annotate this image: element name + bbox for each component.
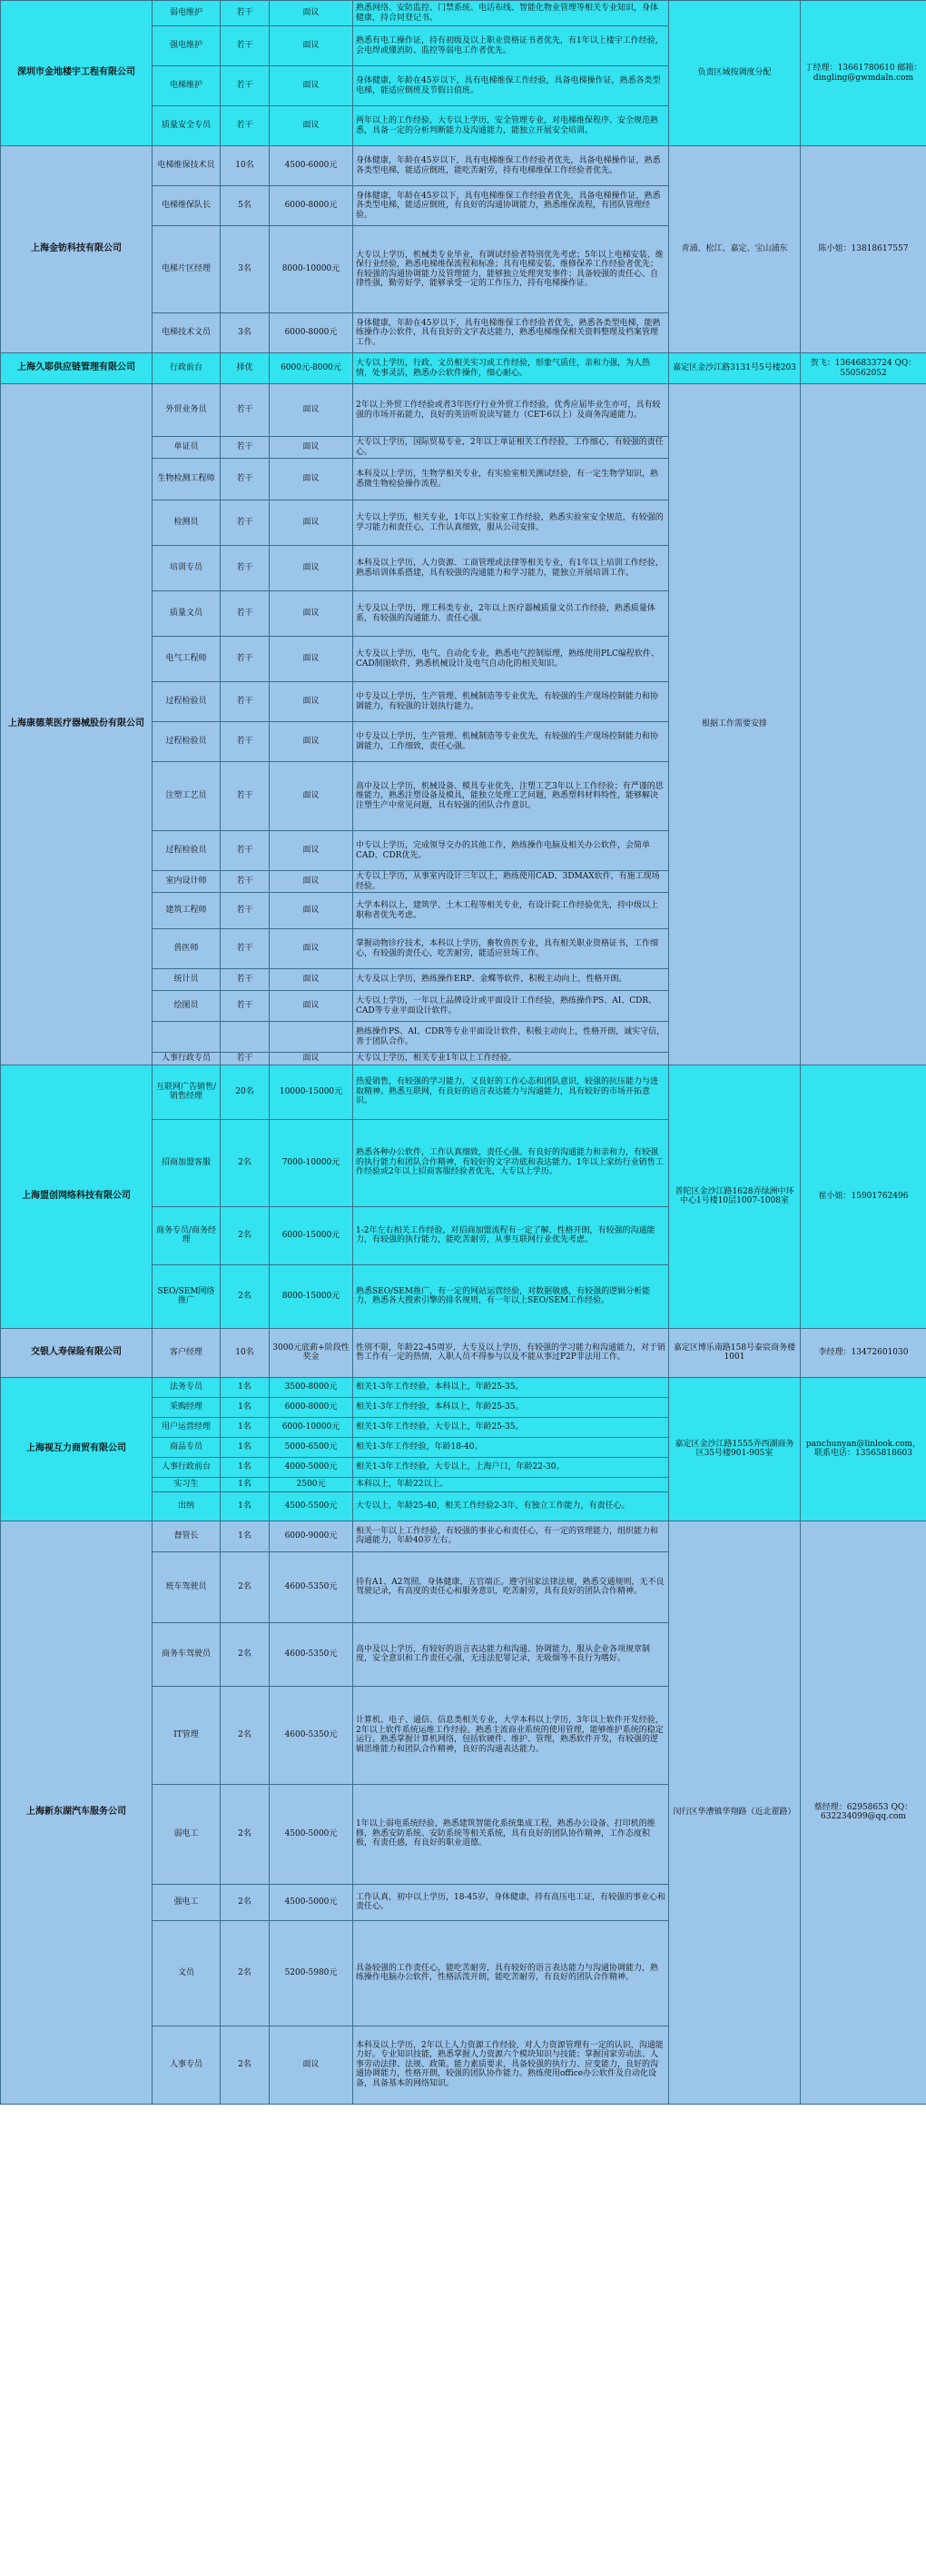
job-salary: 10000-15000元 (270, 1065, 353, 1119)
job-title: 检测员 (153, 500, 221, 546)
job-requirements: 熟悉SEO/SEM推广，有一定的网站运营经验，对数据敏感，有较强的逻辑分析能力，熟悉各大搜索引擎的排名规则，有一年以上SEO/SEM工作经验。 (353, 1264, 669, 1328)
job-requirements: 掌握动物诊疗技术，本科以上学历，畜牧兽医专业，具有相关职业资格证书，工作细心，有较强的责任心，吃苦耐劳，能适应驻场工作。 (353, 929, 669, 969)
job-title: 商务专员/商务经理 (153, 1206, 221, 1264)
job-requirements: 具备较强的工作责任心，能吃苦耐劳，具有较好的语言表达能力与沟通协调能力，熟练操作电脑办公软件，性格活泼开朗，能吃苦耐劳，有良好的团队合作精神。 (353, 1920, 669, 2026)
job-count: 1名 (221, 1491, 270, 1521)
job-title: SEO/SEM网络推广 (153, 1264, 221, 1328)
contact-info: 蔡经理：62958653 QQ：632234099@qq.com (801, 1521, 926, 2104)
job-title: 质量文员 (153, 591, 221, 637)
job-title: 行政前台 (153, 353, 221, 384)
job-count: 2名 (221, 1622, 270, 1686)
job-title: 电梯维护 (153, 66, 221, 106)
job-requirements: 性别不限，年龄22-45周岁，大专及以上学历，有较强的学习能力和沟通能力，对于销售工作有一定的热情，入职人员不得参与以及不能从事过P2P非法用工作。 (353, 1328, 669, 1377)
job-requirements: 中专以上学历，完成领导交办的其他工作，熟练操作电脑及相关办公软件，会简单CAD、CDR优先。 (353, 831, 669, 871)
job-salary: 面议 (270, 546, 353, 591)
job-salary: 6000-8000元 (270, 186, 353, 226)
job-requirements: 本科及以上学历，2年以上人力资源工作经验，对人力资源管理有一定的认识，沟通能力好。专业知识技能，熟悉掌握人力资源六个模块知识与技能；掌握国家劳动法、人事劳动法律、法规、政策。能力素质要求，具备较强的执行力、应变能力，良好的沟通协调能力，性格开朗，较强的团队协作能力。熟练使用office办公软件及自动化设备，具备基本的网络知识。 (353, 2026, 669, 2104)
job-requirements: 热爱销售，有较强的学习能力，又良好的工作心态和团队意识，较强的抗压能力与进取精神。熟悉互联网，有良好的语言表达能力与沟通能力，具有较好的市场开拓意识。 (353, 1065, 669, 1119)
job-row (1, 1328, 926, 1377)
job-title: 人事行政专员 (153, 1053, 221, 1065)
contact-info (801, 384, 926, 1065)
job-title: 兽医师 (153, 929, 221, 969)
job-requirements: 相关1-3年工作经验，本科以上，年龄25-35。 (353, 1377, 669, 1397)
job-salary: 面议 (270, 831, 353, 871)
job-requirements: 熟悉网络、安防监控、门禁系统、电话布线、智能化物业管理等相关专业知识，身体健康，持合同登记书。 (353, 1, 669, 26)
job-title: 电梯片区经理 (153, 226, 221, 313)
job-title: 生物检测工程师 (153, 459, 221, 500)
job-salary: 5000-6500元 (270, 1437, 353, 1457)
job-count: 若干 (221, 893, 270, 929)
job-title: 过程检验员 (153, 682, 221, 722)
job-requirements: 熟练操作PS、AI、CDR等专业平面设计软件，积极主动向上，性格开朗，诚实守信，善于团队合作。 (353, 1022, 669, 1053)
job-salary: 面议 (270, 106, 353, 146)
job-requirements: 大专以上学历，相关专业，1年以上实验室工作经验，熟悉实验室安全规范，有较强的学习能力和责任心，工作认真细致，服从公司安排。 (353, 500, 669, 546)
contact-info: panchunyan@linlook.com，联系电话：13565818603 (801, 1377, 926, 1521)
job-salary: 面议 (270, 66, 353, 106)
job-title: 过程检验员 (153, 722, 221, 762)
job-title: 建筑工程师 (153, 893, 221, 929)
job-salary: 6000-15000元 (270, 1206, 353, 1264)
contact-info: 李经理：13472601030 (801, 1328, 926, 1377)
job-requirements: 身体健康，年龄在45岁以下，具有电梯维保工作经验者优先，具备电梯操作证，熟悉各类型电梯，能适应倒班，能吃苦耐劳，持有电梯维保工作经验者优先。 (353, 146, 669, 186)
job-count: 1名 (221, 1457, 270, 1477)
job-title: 用户运营经理 (153, 1417, 221, 1437)
job-title: 电梯技术文员 (153, 313, 221, 353)
job-title (153, 1022, 221, 1053)
job-requirements: 大专以上学历，一年以上品牌设计或平面设计工作经验，熟练操作PS、AI、CDR、CAD等专业平面设计软件。 (353, 991, 669, 1022)
job-requirements: 相关一年以上工作经验，有较强的事业心和责任心，有一定的管理能力，组织能力和沟通能力，年龄40岁左右。 (353, 1521, 669, 1551)
job-requirements: 本科及以上学历，人力资源、工商管理或法律等相关专业，有1年以上培训工作经验，熟悉培训体系搭建，具有较强的沟通能力和学习能力，能独立开展培训工作。 (353, 546, 669, 591)
job-count: 2名 (221, 1784, 270, 1884)
job-count: 1名 (221, 1417, 270, 1437)
job-requirements: 持有A1、A2驾照，身体健康，五官端正。遵守国家法律法规，熟悉交通规则，无不良驾驶记录，有高度的责任心和服务意识，吃苦耐劳，具有良好的团队合作精神。 (353, 1551, 669, 1622)
job-title: IT管理 (153, 1686, 221, 1784)
job-salary: 面议 (270, 871, 353, 893)
job-title: 室内设计师 (153, 871, 221, 893)
job-salary: 5200-5980元 (270, 1920, 353, 2026)
job-salary: 6000-8000元 (270, 1397, 353, 1417)
job-row (1, 353, 926, 384)
job-salary: 6000-9000元 (270, 1521, 353, 1551)
job-count: 若干 (221, 66, 270, 106)
job-salary: 4500-5500元 (270, 1491, 353, 1521)
job-count: 5名 (221, 186, 270, 226)
job-count: 若干 (221, 722, 270, 762)
job-salary: 3500-8000元 (270, 1377, 353, 1397)
job-requirements: 两年以上的工作经验，大专以上学历，安全管理专业，对电梯维保程序、安全规范熟悉，具备一定的分析判断能力及沟通能力，能独立开展安全培训。 (353, 106, 669, 146)
job-salary: 面议 (270, 762, 353, 831)
job-title: 强电工 (153, 1884, 221, 1920)
job-title: 弱电工 (153, 1784, 221, 1884)
job-requirements: 大专以上，年龄25-40，相关工作经验2-3年，有独立工作能力，有责任心。 (353, 1491, 669, 1521)
contact-info: 崔小姐：15901762496 (801, 1065, 926, 1328)
job-row (1, 384, 926, 437)
job-salary: 面议 (270, 722, 353, 762)
job-count: 1名 (221, 1477, 270, 1491)
contact-info: 陈小姐：13818617557 (801, 146, 926, 353)
job-salary: 面议 (270, 637, 353, 682)
job-requirements: 相关1-3年工作经验，大专以上，年龄25-35。 (353, 1417, 669, 1437)
job-count: 若干 (221, 831, 270, 871)
work-location: 负责区域按调度分配 (669, 1, 801, 146)
job-count: 2名 (221, 1884, 270, 1920)
job-count: 3名 (221, 226, 270, 313)
job-salary: 8000-15000元 (270, 1264, 353, 1328)
job-count: 若干 (221, 26, 270, 66)
job-count: 10名 (221, 1328, 270, 1377)
job-title: 电梯维保技术员 (153, 146, 221, 186)
job-requirements: 身体健康，年龄在45岁以下，具有电梯维保工作经验者优先，具备电梯操作证，熟悉各类型电梯，能适应倒班，有良好的沟通协调能力，熟悉维保流程，有团队管理经验。 (353, 186, 669, 226)
job-salary: 面议 (270, 991, 353, 1022)
job-salary: 4600-5350元 (270, 1622, 353, 1686)
job-count: 若干 (221, 871, 270, 893)
company-name: 上海视互力商贸有限公司 (1, 1377, 153, 1521)
job-title: 电气工程师 (153, 637, 221, 682)
job-title: 培训专员 (153, 546, 221, 591)
job-requirements: 大专以上学历，相关专业1年以上工作经验。 (353, 1053, 669, 1065)
work-location: 嘉定区金沙江路1555弄西湖商务区35号楼901-905室 (669, 1377, 801, 1521)
job-count: 2名 (221, 1551, 270, 1622)
job-title: 注塑工艺员 (153, 762, 221, 831)
contact-info: 贺飞：13646833724 QQ：550562052 (801, 353, 926, 384)
company-name: 上海盟创网络科技有限公司 (1, 1065, 153, 1328)
job-row (1, 146, 926, 186)
job-salary: 4600-5350元 (270, 1551, 353, 1622)
job-count: 若干 (221, 682, 270, 722)
job-salary: 8000-10000元 (270, 226, 353, 313)
job-count: 2名 (221, 1920, 270, 2026)
job-title: 电梯维保队长 (153, 186, 221, 226)
job-requirements: 中专及以上学历，生产管理、机械制造等专业优先，有较强的生产现场控制能力和协调能力，工作细致，责任心强。 (353, 722, 669, 762)
work-location: 嘉定区博乐南路158号泰宸商务楼1001 (669, 1328, 801, 1377)
company-name: 上海金钫科技有限公司 (1, 146, 153, 353)
job-row (1, 1521, 926, 1551)
job-salary: 面议 (270, 500, 353, 546)
job-count: 若干 (221, 1053, 270, 1065)
job-count: 2名 (221, 2026, 270, 2104)
job-requirements: 相关1-3年工作经验，大专以上，上海户口，年龄22-30。 (353, 1457, 669, 1477)
job-title: 招商加盟客服 (153, 1119, 221, 1206)
job-row (1, 1377, 926, 1397)
contact-info: 丁经理：13661780610 邮箱：dingling@gwmdaln.com (801, 1, 926, 146)
job-count: 1名 (221, 1521, 270, 1551)
company-name: 交银人寿保险有限公司 (1, 1328, 153, 1377)
job-salary: 面议 (270, 929, 353, 969)
job-salary: 面议 (270, 437, 353, 459)
job-count: 若干 (221, 991, 270, 1022)
job-salary: 7000-10000元 (270, 1119, 353, 1206)
job-requirements: 相关1-3年工作经验，本科以上，年龄25-35。 (353, 1397, 669, 1417)
job-title: 外贸业务员 (153, 384, 221, 437)
job-salary: 面议 (270, 1, 353, 26)
work-location: 闵行区华漕镇华翔路（近北翟路） (669, 1521, 801, 2104)
job-title: 绘图员 (153, 991, 221, 1022)
job-count: 若干 (221, 591, 270, 637)
job-title: 统计员 (153, 969, 221, 991)
job-salary: 面议 (270, 969, 353, 991)
job-requirements: 本科以上，年龄22以上。 (353, 1477, 669, 1491)
job-requirements: 1年以上弱电系统经验，熟悉建筑智能化系统集成工程，熟悉办公设备、打印机的维修，熟悉安防系统、安防系统等相关系统，具有良好的团队协作精神，工作态度积极，有责任感，有良好的职业道德。 (353, 1784, 669, 1884)
work-location: 普陀区金沙江路1628弄绿洲中环中心1号楼10层1007-1008室 (669, 1065, 801, 1328)
job-salary: 面议 (270, 459, 353, 500)
job-requirements: 工作认真，初中以上学历，18-45岁，身体健康，持有高压电工证，有较强的事业心和责任心。 (353, 1884, 669, 1920)
job-requirements: 熟悉各种办公软件，工作认真细致，责任心强。有良好的沟通能力和亲和力，有较强的执行能力和团队合作精神，有较好的文字功底和表达能力。1年以上家纺行业销售工作经验或2年以上招商客服经验者优先，大专以上学历。 (353, 1119, 669, 1206)
job-title: 互联网广告销售/销售经理 (153, 1065, 221, 1119)
job-title: 商务车驾驶员 (153, 1622, 221, 1686)
company-name: 上海久耶供应链管理有限公司 (1, 353, 153, 384)
company-name: 上海康德莱医疗器械股份有限公司 (1, 384, 153, 1065)
job-title: 单证员 (153, 437, 221, 459)
job-title: 实习生 (153, 1477, 221, 1491)
job-requirements: 身体健康，年龄在45岁以下，具有电梯维保工作经验，具备电梯操作证，熟悉各类型电梯，能适应倒班及节假日值班。 (353, 66, 669, 106)
job-count: 若干 (221, 1, 270, 26)
work-location: 青浦、松江、嘉定、宝山浦东 (669, 146, 801, 353)
job-requirements: 大专及以上学历，电气、自动化专业，熟悉电气控制原理，熟练使用PLC编程软件、CAD制图软件，熟悉机械设计及电气自动化的相关知识。 (353, 637, 669, 682)
job-salary: 6000-8000元 (270, 313, 353, 353)
job-title: 督管长 (153, 1521, 221, 1551)
job-salary (270, 1022, 353, 1053)
job-salary: 4500-5000元 (270, 1884, 353, 1920)
job-salary: 4500-6000元 (270, 146, 353, 186)
job-requirements: 中专及以上学历，生产管理、机械制造等专业优先，有较强的生产现场控制能力和协调能力，有较强的计划执行能力。 (353, 682, 669, 722)
job-requirements: 高中及以上学历，机械设备、模具专业优先，注塑工艺3年以上工作经验；有严谨的思维能力，熟悉注塑设备及模具，能独立处理工艺问题，熟悉塑料材料特性，能够解决注塑生产中常见问题，具有较强的团队合作意识。 (353, 762, 669, 831)
job-count: 若干 (221, 437, 270, 459)
job-count: 若干 (221, 546, 270, 591)
job-title: 班车驾驶员 (153, 1551, 221, 1622)
job-salary: 面议 (270, 384, 353, 437)
job-title: 人事专员 (153, 2026, 221, 2104)
job-count: 1名 (221, 1437, 270, 1457)
job-count: 若干 (221, 384, 270, 437)
job-count: 若干 (221, 929, 270, 969)
job-title: 法务专员 (153, 1377, 221, 1397)
job-count: 10名 (221, 146, 270, 186)
job-count: 择优 (221, 353, 270, 384)
job-requirements: 大专以上学历，机械类专业毕业，有调试经验者特别优先考虑；5年以上电梯安装、维保行业经验，熟悉电梯维保流程和标准；具有电梯安装、维修保养工作经验者优先；有较强的沟通协调能力及管理能力，能够独立处理突发事件；具备较强的责任心、自律性强，勤劳好学，能够承受一定的工作压力，持有电梯操作证。 (353, 226, 669, 313)
job-count: 若干 (221, 106, 270, 146)
job-row (1, 1065, 926, 1119)
job-salary: 面议 (270, 682, 353, 722)
job-title: 出纳 (153, 1491, 221, 1521)
job-requirements: 大专以上学历，行政、文员相关实习或工作经验，形象气质佳，亲和力强，为人热情，处事灵活，熟悉办公软件操作，细心耐心。 (353, 353, 669, 384)
work-location: 根据工作需要安排 (669, 384, 801, 1065)
job-salary: 6000-10000元 (270, 1417, 353, 1437)
job-title: 人事行政前台 (153, 1457, 221, 1477)
job-requirements: 大专及以上学历，熟练操作ERP、金蝶等软件，积极主动向上，性格开朗。 (353, 969, 669, 991)
job-requirements: 大学本科以上，建筑学、土木工程等相关专业，有设计院工作经验优先，持中级以上职称者优先考虑。 (353, 893, 669, 929)
job-requirements: 1-2年左右相关工作经验，对招商加盟流程有一定了解，性格开朗，有较强的沟通能力，有较强的执行能力，能吃苦耐劳，从事互联网行业优先考虑。 (353, 1206, 669, 1264)
job-count: 1名 (221, 1397, 270, 1417)
job-count: 若干 (221, 459, 270, 500)
job-requirements: 相关1-3年工作经验，年龄18-40。 (353, 1437, 669, 1457)
job-salary: 面议 (270, 1053, 353, 1065)
job-count: 若干 (221, 500, 270, 546)
job-title: 质量安全专员 (153, 106, 221, 146)
job-title: 客户经理 (153, 1328, 221, 1377)
job-count: 2名 (221, 1119, 270, 1206)
job-salary: 面议 (270, 591, 353, 637)
job-salary: 2500元 (270, 1477, 353, 1491)
job-count: 20名 (221, 1065, 270, 1119)
job-requirements: 身体健康，年龄在45岁以下，具有电梯维保工作经验者优先，熟悉各类型电梯，能熟练操作办公软件，具有良好的文字表达能力，熟悉电梯维保相关资料整理及档案管理工作。 (353, 313, 669, 353)
job-salary: 面议 (270, 2026, 353, 2104)
job-salary: 4000-5000元 (270, 1457, 353, 1477)
job-requirements: 本科及以上学历，生物学相关专业，有实验室相关测试经验，有一定生物学知识，熟悉微生物检验操作流程。 (353, 459, 669, 500)
job-count: 若干 (221, 762, 270, 831)
job-salary: 3000元底薪+阶段性奖金 (270, 1328, 353, 1377)
job-requirements: 计算机、电子、通信、信息类相关专业，大学本科以上学历，3年以上软件开发经验，2年以上软件系统运维工作经验。熟悉主流商业系统的使用管理，能够维护系统的稳定运行。熟悉掌握计算机网络，包括软硬件、维护、管理，熟悉软件开发，有较强的逻辑思维能力和团队合作精神，良好的沟通表达能力。 (353, 1686, 669, 1784)
company-name: 深圳市金地楼宇工程有限公司 (1, 1, 153, 146)
job-count (221, 1022, 270, 1053)
job-requirements: 高中及以上学历，有较好的语言表达能力和沟通、协调能力，服从企业各项规章制度，安全意识和工作责任心强，无违法犯罪记录，无吸烟等不良行为嗜好。 (353, 1622, 669, 1686)
job-count: 若干 (221, 637, 270, 682)
job-row (1, 1, 926, 26)
work-location: 嘉定区金沙江路3131号5号楼203 (669, 353, 801, 384)
job-requirements: 大专以上学历，国际贸易专业，2年以上单证相关工作经验，工作细心，有较强的责任心。 (353, 437, 669, 459)
job-salary: 4500-5000元 (270, 1784, 353, 1884)
job-title: 文员 (153, 1920, 221, 2026)
job-title: 过程检验员 (153, 831, 221, 871)
company-name: 上海新东湖汽车服务公司 (1, 1521, 153, 2104)
job-count: 1名 (221, 1377, 270, 1397)
job-count: 2名 (221, 1206, 270, 1264)
job-salary: 4600-5350元 (270, 1686, 353, 1784)
job-count: 3名 (221, 313, 270, 353)
job-title: 弱电维护 (153, 1, 221, 26)
job-title: 采购经理 (153, 1397, 221, 1417)
job-salary: 面议 (270, 26, 353, 66)
job-title: 商品专员 (153, 1437, 221, 1457)
job-requirements: 大专及以上学历，理工科类专业，2年以上医疗器械质量文员工作经验，熟悉质量体系，有较强的沟通能力、责任心强。 (353, 591, 669, 637)
job-count: 2名 (221, 1686, 270, 1784)
job-salary: 面议 (270, 893, 353, 929)
job-count: 若干 (221, 969, 270, 991)
job-salary: 6000元-8000元 (270, 353, 353, 384)
job-title: 强电维护 (153, 26, 221, 66)
job-requirements: 2年以上外贸工作经验或者3年医疗行业外贸工作经验，优秀应届毕业生亦可，具有较强的市场开拓能力，良好的英语听说读写能力（CET-6以上）及商务沟通能力。 (353, 384, 669, 437)
job-requirements: 熟悉有电工操作证，持有初级及以上职业资格证书者优先，有1年以上楼宇工作经验，会电焊或懂消防、监控等弱电工作者优先。 (353, 26, 669, 66)
job-count: 2名 (221, 1264, 270, 1328)
job-requirements: 大专以上学历，从事室内设计三年以上，熟练使用CAD、3DMAX软件，有施工现场经验。 (353, 871, 669, 893)
